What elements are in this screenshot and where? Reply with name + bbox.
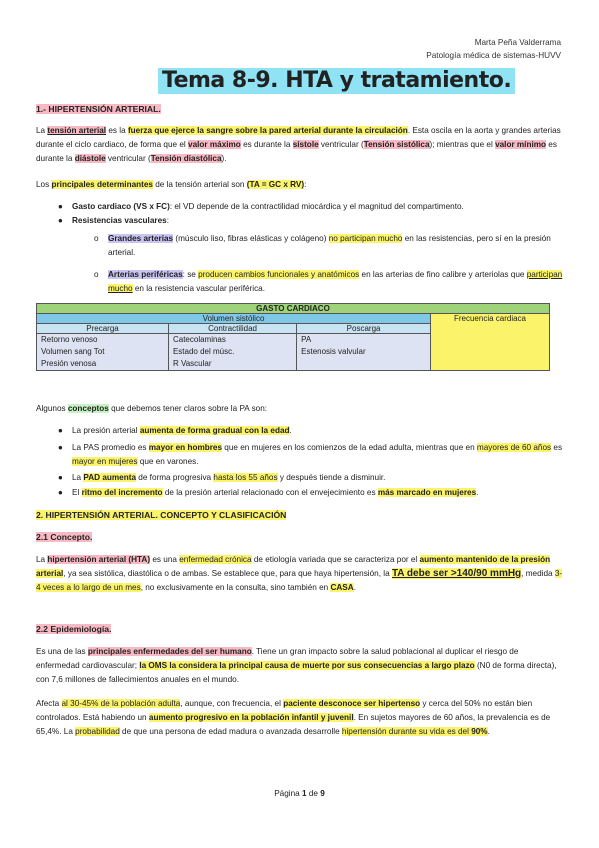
table-col-header: Precarga: [37, 324, 169, 334]
paragraph-concepts: Algunos conceptos que debemos tener claros sobre la PA son:: [36, 404, 268, 413]
sub-list-item: o Arterias periféricas: se producen cambios funcionales y anatómicos en las arterias de fino calibre y arteriolas que participan mucho en la resistencia vascular periférica.: [94, 270, 563, 293]
table-cell: Catecolaminas Estado del músc. R Vascular: [168, 334, 296, 371]
page-title: Tema 8-9. HTA y tratamiento.: [158, 68, 515, 94]
list-item: ● La PAS promedio es mayor en hombres que en mujeres en los comienzos de la edad adulta, mientras que en mayores de 60 años es mayor en mujeres que en varones.: [58, 443, 563, 466]
list-item: ● Gasto cardiaco (VS x FC): el VD depende de la contractilidad miocárdica y el magnitud del compartimento.: [72, 200, 563, 214]
page-footer: Página 1 de 9: [274, 789, 325, 798]
list-item: ● La PAD aumenta de forma progresiva hasta los 55 años y después tiende a disminuir.: [72, 471, 563, 485]
bullet-icon: ●: [58, 216, 63, 225]
table-frecuencia-cell: Frecuencia cardiaca: [431, 314, 550, 371]
course-name: Patología médica de sistemas-HUVV: [426, 51, 561, 60]
bullet-icon: ●: [58, 488, 63, 497]
paragraph-prevalence: Afecta al 30-45% de la población adulta, aunque, con frecuencia, el paciente desconoce ser hipertenso y cerca del 50% no están bien controlados. Está habiendo un aumento progresivo en la población infantil y juvenil. En sujetos mayores de 60 años, la prevalencia es de 65,4%. La probabilidad de que una persona de edad madura o avanzada desarrolle hipertensión durante su vida es del 90%.: [36, 699, 551, 736]
paragraph-determinants: Los principales determinantes de la tensión arterial son (TA = GC x RV):: [36, 180, 307, 189]
subsection-heading-concepto: 2.1 Concepto.: [36, 532, 93, 542]
bullet-icon: ●: [58, 202, 63, 211]
gasto-cardiaco-table: [36, 303, 550, 371]
author-name: Marta Peña Valderrama: [474, 38, 561, 47]
bullet-icon: ●: [58, 443, 63, 452]
section-heading-2: 2. HIPERTENSIÓN ARTERIAL. CONCEPTO Y CLASIFICACIÓN: [36, 510, 287, 520]
list-item: ● El ritmo del incremento de la presión arterial relacionado con el envejecimiento es más marcado en mujeres.: [72, 486, 563, 500]
paragraph-epidemiology: Es una de las principales enfermedades del ser humano. Tiene un gran impacto sobre la salud poblacional al duplicar el riesgo de enfermedad cardiovascular; la OMS la considera la principal causa de muerte por sus consecuencias a largo plazo (N0 de forma directa), con 7,6 millones de fallecimientos anuales en el mundo.: [36, 647, 557, 684]
table-cell: PA Estenosis valvular: [297, 334, 431, 371]
paragraph-hta-concept: La hipertensión arterial (HTA) es una enfermedad crónica de etiología variada que se caracteriza por el aumento mantenido de la presión arterial, ya sea sistólica, diastólica o de ambas. Se establece que, para que haya hipertensión, la TA debe ser >140/90 mmHg, medida 3-4 veces a lo largo de un mes, no exclusivamente en la consulta, sino también en CASA.: [36, 555, 563, 592]
table-col-header: Contractilidad: [168, 324, 296, 334]
paragraph-ta: La tensión arterial es la fuerza que ejerce la sangre sobre la pared arterial durante la circulación. Esta oscila en la aorta y grandes arterias durante el ciclo cardiaco, de forma que el valor máximo es durante la sístole ventricular (Tensión sistólica); mientras que el valor mínimo es durante la diástole ventricular (Tensión diastólica).: [36, 126, 561, 163]
table-volumen-header: Volumen sistólico: [37, 314, 431, 324]
circle-bullet-icon: o: [94, 234, 99, 243]
table-header: GASTO CARDIACO: [37, 304, 550, 314]
list-item: ● Resistencias vasculares:: [72, 214, 563, 228]
page-total: 9: [320, 789, 325, 798]
section-heading-1: 1.- HIPERTENSIÓN ARTERIAL.: [36, 104, 161, 114]
table-cell: Retorno venoso Volumen sang Tot Presión venosa: [37, 334, 169, 371]
page-header: [426, 36, 561, 62]
circle-bullet-icon: o: [94, 270, 99, 279]
bullet-icon: ●: [58, 473, 63, 482]
bullet-icon: ●: [58, 426, 63, 435]
list-item: ● La presión arterial aumenta de forma gradual con la edad.: [72, 424, 563, 438]
subsection-heading-epidemiologia: 2.2 Epidemiología.: [36, 624, 112, 634]
page-number: 1: [301, 789, 307, 798]
sub-list-item: o Grandes arterias (músculo liso, fibras elásticas y colágeno) no participan mucho en las resistencias, pero sí en la presión arterial.: [94, 234, 551, 257]
table-col-header: Poscarga: [297, 324, 431, 334]
